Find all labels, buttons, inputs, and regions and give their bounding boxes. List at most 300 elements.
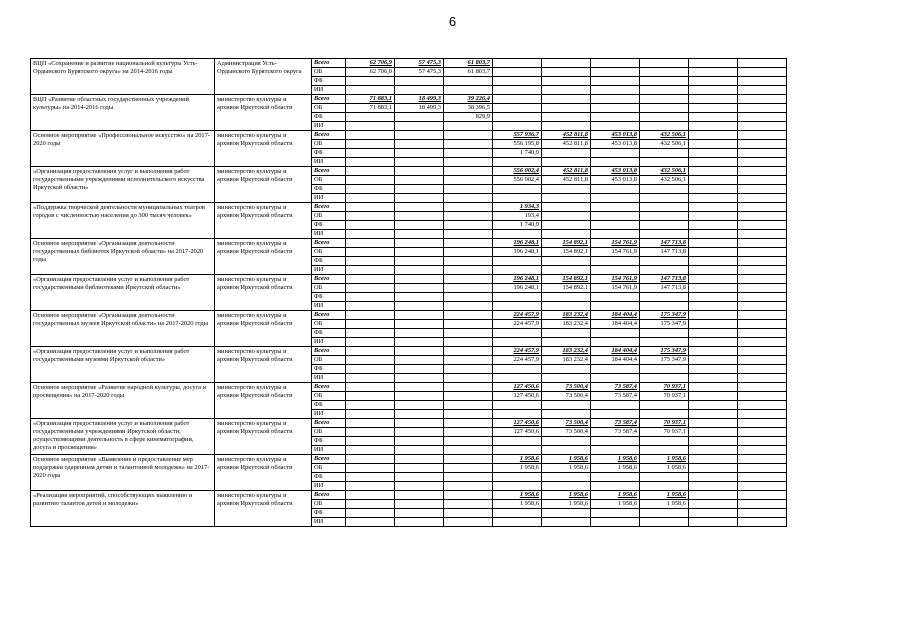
amount-cell bbox=[493, 410, 542, 419]
amount-cell bbox=[493, 95, 542, 104]
amount-cell bbox=[591, 518, 640, 527]
program-name-cell: Основное мероприятие «Развитие народной культуры, досуга и просвещения» на 2017-2020 годы bbox=[31, 383, 215, 419]
funding-source-cell: Всего bbox=[312, 239, 346, 248]
amount-cell: 71 883,1 bbox=[346, 104, 395, 113]
amount-cell bbox=[542, 293, 591, 302]
amount-cell bbox=[738, 239, 787, 248]
amount-cell bbox=[346, 401, 395, 410]
amount-cell bbox=[395, 86, 444, 95]
amount-cell bbox=[493, 293, 542, 302]
amount-cell: 73 500,4 bbox=[542, 383, 591, 392]
amount-cell: 73 587,4 bbox=[591, 392, 640, 401]
funding-source-cell: ИИ bbox=[312, 518, 346, 527]
funding-source-cell: ОБ bbox=[312, 464, 346, 473]
amount-cell bbox=[493, 77, 542, 86]
amount-cell: 1 958,6 bbox=[640, 455, 689, 464]
amount-cell bbox=[738, 221, 787, 230]
amount-cell bbox=[591, 113, 640, 122]
amount-cell bbox=[738, 509, 787, 518]
amount-cell bbox=[444, 311, 493, 320]
amount-cell bbox=[542, 95, 591, 104]
amount-cell bbox=[738, 329, 787, 338]
funding-source-cell: Всего bbox=[312, 455, 346, 464]
amount-cell: 38 396,5 bbox=[444, 104, 493, 113]
program-name-cell: «Организация предоставления услуг и выполнения работ государственными учреждениями Иркутской области, осуществляющими деятельность в сфере кинематографии, досуга и просвещения» bbox=[31, 419, 215, 455]
amount-cell bbox=[395, 500, 444, 509]
amount-cell bbox=[689, 230, 738, 239]
amount-cell bbox=[542, 158, 591, 167]
amount-cell bbox=[738, 455, 787, 464]
amount-cell bbox=[346, 482, 395, 491]
amount-cell bbox=[689, 212, 738, 221]
amount-cell bbox=[542, 473, 591, 482]
amount-cell: 1 958,6 bbox=[591, 455, 640, 464]
funding-source-cell: ОБ bbox=[312, 248, 346, 257]
amount-cell bbox=[689, 167, 738, 176]
executor-cell: министерство культуры и архивов Иркутской области bbox=[215, 383, 312, 419]
funding-source-cell: ОБ bbox=[312, 68, 346, 77]
amount-cell bbox=[689, 338, 738, 347]
amount-cell: 154 761,9 bbox=[591, 275, 640, 284]
amount-cell bbox=[444, 401, 493, 410]
amount-cell bbox=[591, 203, 640, 212]
amount-cell bbox=[493, 365, 542, 374]
amount-cell bbox=[591, 68, 640, 77]
program-name-cell: Основное мероприятие «Выявление и предоставление мер поддержки одаренным детям и талантливой молодежи» на 2017-2020 годы bbox=[31, 455, 215, 491]
amount-cell bbox=[542, 113, 591, 122]
funding-source-cell: ФБ bbox=[312, 473, 346, 482]
executor-cell: министерство культуры и архивов Иркутской области bbox=[215, 167, 312, 203]
amount-cell bbox=[640, 338, 689, 347]
amount-cell bbox=[395, 239, 444, 248]
amount-cell bbox=[738, 437, 787, 446]
amount-cell: 224 457,9 bbox=[493, 320, 542, 329]
amount-cell bbox=[591, 95, 640, 104]
table-row bbox=[31, 275, 787, 284]
amount-cell bbox=[395, 293, 444, 302]
table-row bbox=[31, 383, 787, 392]
amount-cell bbox=[542, 149, 591, 158]
program-name-cell: «Поддержка творческой деятельности муниципальных театров городов с численностью населения до 300 тысяч человек» bbox=[31, 203, 215, 239]
amount-cell bbox=[640, 509, 689, 518]
amount-cell bbox=[738, 149, 787, 158]
amount-cell bbox=[493, 482, 542, 491]
amount-cell bbox=[591, 473, 640, 482]
amount-cell: 154 892,1 bbox=[542, 248, 591, 257]
amount-cell bbox=[346, 383, 395, 392]
executor-cell: министерство культуры и архивов Иркутской области bbox=[215, 419, 312, 455]
amount-cell bbox=[395, 302, 444, 311]
amount-cell bbox=[738, 248, 787, 257]
amount-cell bbox=[346, 302, 395, 311]
executor-cell: министерство культуры и архивов Иркутской области bbox=[215, 347, 312, 383]
amount-cell bbox=[395, 203, 444, 212]
amount-cell bbox=[346, 203, 395, 212]
amount-cell: 39 226,4 bbox=[444, 95, 493, 104]
amount-cell: 71 883,1 bbox=[346, 95, 395, 104]
funding-source-cell: ФБ bbox=[312, 437, 346, 446]
amount-cell bbox=[444, 410, 493, 419]
funding-source-cell: ОБ bbox=[312, 356, 346, 365]
amount-cell bbox=[591, 185, 640, 194]
amount-cell: 175 347,9 bbox=[640, 320, 689, 329]
amount-cell bbox=[542, 338, 591, 347]
amount-cell bbox=[738, 86, 787, 95]
amount-cell bbox=[689, 356, 738, 365]
amount-cell bbox=[493, 437, 542, 446]
amount-cell bbox=[444, 257, 493, 266]
amount-cell bbox=[346, 194, 395, 203]
funding-source-cell: ИИ bbox=[312, 410, 346, 419]
funding-source-cell: Всего bbox=[312, 131, 346, 140]
amount-cell bbox=[395, 176, 444, 185]
amount-cell: 1 958,6 bbox=[493, 491, 542, 500]
amount-cell bbox=[542, 212, 591, 221]
program-name-cell: «Организация предоставления услуг и выполнения работ государственными библиотеками Иркутской области» bbox=[31, 275, 215, 311]
amount-cell bbox=[395, 428, 444, 437]
amount-cell: 557 936,7 bbox=[493, 131, 542, 140]
amount-cell bbox=[591, 59, 640, 68]
amount-cell bbox=[542, 482, 591, 491]
amount-cell bbox=[444, 347, 493, 356]
funding-source-cell: ФБ bbox=[312, 329, 346, 338]
amount-cell bbox=[738, 383, 787, 392]
amount-cell bbox=[444, 194, 493, 203]
amount-cell bbox=[738, 320, 787, 329]
amount-cell bbox=[591, 410, 640, 419]
amount-cell bbox=[640, 221, 689, 230]
amount-cell bbox=[444, 464, 493, 473]
table-row bbox=[31, 491, 787, 500]
amount-cell bbox=[395, 149, 444, 158]
amount-cell bbox=[738, 446, 787, 455]
amount-cell bbox=[493, 185, 542, 194]
amount-cell bbox=[395, 464, 444, 473]
amount-cell bbox=[346, 86, 395, 95]
amount-cell bbox=[346, 437, 395, 446]
funding-source-cell: Всего bbox=[312, 167, 346, 176]
amount-cell bbox=[346, 212, 395, 221]
amount-cell: 1 958,6 bbox=[542, 491, 591, 500]
amount-cell: 61 803,7 bbox=[444, 68, 493, 77]
amount-cell bbox=[640, 329, 689, 338]
funding-source-cell: ФБ bbox=[312, 221, 346, 230]
amount-cell bbox=[689, 329, 738, 338]
amount-cell bbox=[493, 122, 542, 131]
amount-cell bbox=[493, 374, 542, 383]
amount-cell bbox=[346, 518, 395, 527]
amount-cell bbox=[640, 122, 689, 131]
amount-cell bbox=[738, 428, 787, 437]
amount-cell bbox=[689, 95, 738, 104]
program-name-cell: «Организация предоставления услуг и выполнения работ государственными музеями Иркутской области» bbox=[31, 347, 215, 383]
amount-cell bbox=[591, 509, 640, 518]
amount-cell bbox=[640, 293, 689, 302]
amount-cell bbox=[346, 293, 395, 302]
amount-cell: 127 450,6 bbox=[493, 428, 542, 437]
amount-cell bbox=[493, 473, 542, 482]
amount-cell: 70 937,1 bbox=[640, 383, 689, 392]
amount-cell: 70 937,1 bbox=[640, 392, 689, 401]
funding-source-cell: Всего bbox=[312, 347, 346, 356]
executor-cell: министерство культуры и архивов Иркутской области bbox=[215, 203, 312, 239]
amount-cell bbox=[346, 410, 395, 419]
funding-source-cell: ИИ bbox=[312, 446, 346, 455]
funding-source-cell: ОБ bbox=[312, 428, 346, 437]
amount-cell bbox=[738, 500, 787, 509]
amount-cell bbox=[689, 482, 738, 491]
amount-cell bbox=[689, 392, 738, 401]
amount-cell: 432 506,1 bbox=[640, 176, 689, 185]
amount-cell bbox=[738, 374, 787, 383]
amount-cell bbox=[640, 437, 689, 446]
amount-cell: 452 811,8 bbox=[542, 167, 591, 176]
funding-source-cell: ОБ bbox=[312, 392, 346, 401]
program-name-cell: Основное мероприятие «Организация деятельности государственных музеев Иркутской области» на 2017-2020 годы bbox=[31, 311, 215, 347]
program-name-cell: Основное мероприятие «Организация деятельности государственных библиотек Иркутской области» на 2017-2020 годы bbox=[31, 239, 215, 275]
funding-source-cell: Всего bbox=[312, 59, 346, 68]
amount-cell: 70 937,1 bbox=[640, 428, 689, 437]
amount-cell bbox=[689, 140, 738, 149]
amount-cell bbox=[689, 203, 738, 212]
amount-cell bbox=[542, 329, 591, 338]
funding-source-cell: Всего bbox=[312, 491, 346, 500]
amount-cell bbox=[591, 437, 640, 446]
amount-cell bbox=[738, 104, 787, 113]
amount-cell bbox=[738, 122, 787, 131]
amount-cell bbox=[591, 158, 640, 167]
amount-cell: 224 457,9 bbox=[493, 311, 542, 320]
amount-cell bbox=[444, 455, 493, 464]
amount-cell bbox=[444, 203, 493, 212]
amount-cell bbox=[689, 320, 738, 329]
amount-cell bbox=[542, 257, 591, 266]
funding-source-cell: ФБ bbox=[312, 113, 346, 122]
amount-cell bbox=[689, 248, 738, 257]
amount-cell bbox=[395, 509, 444, 518]
amount-cell bbox=[640, 95, 689, 104]
amount-cell: 154 761,9 bbox=[591, 284, 640, 293]
amount-cell bbox=[395, 392, 444, 401]
amount-cell bbox=[395, 230, 444, 239]
amount-cell: 18 499,3 bbox=[395, 95, 444, 104]
amount-cell bbox=[689, 365, 738, 374]
amount-cell bbox=[493, 86, 542, 95]
amount-cell: 1 958,6 bbox=[493, 464, 542, 473]
amount-cell: 1 958,6 bbox=[640, 491, 689, 500]
amount-cell bbox=[640, 149, 689, 158]
amount-cell bbox=[346, 275, 395, 284]
amount-cell bbox=[444, 491, 493, 500]
amount-cell bbox=[395, 221, 444, 230]
amount-cell bbox=[689, 518, 738, 527]
amount-cell bbox=[689, 68, 738, 77]
funding-source-cell: ИИ bbox=[312, 482, 346, 491]
funding-source-cell: ОБ bbox=[312, 104, 346, 113]
amount-cell bbox=[542, 194, 591, 203]
amount-cell bbox=[395, 122, 444, 131]
amount-cell bbox=[738, 257, 787, 266]
amount-cell bbox=[444, 374, 493, 383]
amount-cell bbox=[689, 257, 738, 266]
amount-cell bbox=[591, 374, 640, 383]
amount-cell bbox=[738, 518, 787, 527]
amount-cell bbox=[444, 158, 493, 167]
amount-cell: 147 713,8 bbox=[640, 239, 689, 248]
amount-cell bbox=[493, 518, 542, 527]
amount-cell bbox=[542, 437, 591, 446]
table-row bbox=[31, 167, 787, 176]
funding-source-cell: ОБ bbox=[312, 284, 346, 293]
amount-cell bbox=[689, 428, 738, 437]
amount-cell bbox=[689, 284, 738, 293]
executor-cell: министерство культуры и архивов Иркутской области bbox=[215, 455, 312, 491]
amount-cell bbox=[395, 518, 444, 527]
amount-cell: 127 450,6 bbox=[493, 419, 542, 428]
amount-cell bbox=[591, 104, 640, 113]
amount-cell bbox=[542, 410, 591, 419]
amount-cell bbox=[591, 86, 640, 95]
amount-cell bbox=[689, 473, 738, 482]
amount-cell bbox=[640, 113, 689, 122]
amount-cell bbox=[738, 230, 787, 239]
amount-cell bbox=[395, 167, 444, 176]
amount-cell bbox=[738, 347, 787, 356]
program-name-cell: Основное мероприятие «Профессиональное искусство» на 2017-2020 годы bbox=[31, 131, 215, 167]
funding-source-cell: ИИ bbox=[312, 86, 346, 95]
amount-cell bbox=[346, 176, 395, 185]
amount-cell bbox=[444, 221, 493, 230]
table-row bbox=[31, 131, 787, 140]
amount-cell bbox=[346, 329, 395, 338]
amount-cell bbox=[444, 338, 493, 347]
table-row bbox=[31, 239, 787, 248]
amount-cell bbox=[591, 365, 640, 374]
amount-cell bbox=[346, 113, 395, 122]
amount-cell bbox=[395, 437, 444, 446]
amount-cell: 184 404,4 bbox=[591, 347, 640, 356]
table-row bbox=[31, 95, 787, 104]
amount-cell bbox=[346, 419, 395, 428]
amount-cell bbox=[689, 302, 738, 311]
table-row bbox=[31, 455, 787, 464]
amount-cell bbox=[738, 95, 787, 104]
amount-cell bbox=[346, 284, 395, 293]
amount-cell: 73 500,4 bbox=[542, 392, 591, 401]
amount-cell bbox=[346, 455, 395, 464]
amount-cell bbox=[738, 212, 787, 221]
amount-cell bbox=[444, 167, 493, 176]
program-name-cell: ВЦП «Сохранение и развитие национальной культуры Усть-Ордынского Бурятского округа» на 2014-2016 годы bbox=[31, 59, 215, 95]
amount-cell bbox=[346, 230, 395, 239]
funding-source-cell: ИИ bbox=[312, 266, 346, 275]
amount-cell bbox=[395, 347, 444, 356]
amount-cell: 556 002,4 bbox=[493, 176, 542, 185]
amount-cell bbox=[640, 158, 689, 167]
amount-cell bbox=[689, 59, 738, 68]
amount-cell bbox=[444, 356, 493, 365]
amount-cell bbox=[493, 509, 542, 518]
amount-cell: 453 013,8 bbox=[591, 167, 640, 176]
amount-cell: 154 892,1 bbox=[542, 275, 591, 284]
executor-cell: министерство культуры и архивов Иркутской области bbox=[215, 491, 312, 527]
amount-cell: 432 506,1 bbox=[640, 167, 689, 176]
amount-cell bbox=[689, 86, 738, 95]
amount-cell bbox=[444, 122, 493, 131]
amount-cell bbox=[346, 149, 395, 158]
amount-cell bbox=[689, 221, 738, 230]
funding-source-cell: ОБ bbox=[312, 320, 346, 329]
amount-cell bbox=[395, 491, 444, 500]
amount-cell bbox=[689, 158, 738, 167]
amount-cell bbox=[738, 176, 787, 185]
funding-source-cell: Всего bbox=[312, 203, 346, 212]
amount-cell: 147 713,8 bbox=[640, 275, 689, 284]
amount-cell bbox=[738, 275, 787, 284]
amount-cell bbox=[689, 446, 738, 455]
amount-cell bbox=[689, 509, 738, 518]
amount-cell: 73 587,4 bbox=[591, 383, 640, 392]
amount-cell bbox=[640, 374, 689, 383]
amount-cell bbox=[640, 266, 689, 275]
amount-cell bbox=[640, 446, 689, 455]
program-name-cell: «Реализация мероприятий, способствующих выявлению и развитию талантов детей и молодежи» bbox=[31, 491, 215, 527]
amount-cell: 154 892,1 bbox=[542, 284, 591, 293]
amount-cell bbox=[395, 266, 444, 275]
amount-cell bbox=[346, 257, 395, 266]
amount-cell bbox=[493, 401, 542, 410]
amount-cell bbox=[444, 500, 493, 509]
funding-source-cell: ФБ bbox=[312, 77, 346, 86]
amount-cell bbox=[444, 392, 493, 401]
amount-cell bbox=[738, 194, 787, 203]
amount-cell bbox=[493, 266, 542, 275]
budget-table bbox=[30, 58, 787, 527]
amount-cell bbox=[395, 275, 444, 284]
funding-source-cell: ОБ bbox=[312, 500, 346, 509]
amount-cell bbox=[346, 140, 395, 149]
amount-cell bbox=[395, 374, 444, 383]
amount-cell bbox=[444, 302, 493, 311]
amount-cell bbox=[395, 455, 444, 464]
amount-cell: 184 404,4 bbox=[591, 320, 640, 329]
amount-cell bbox=[346, 491, 395, 500]
amount-cell: 196 248,1 bbox=[493, 248, 542, 257]
funding-source-cell: ИИ bbox=[312, 158, 346, 167]
amount-cell bbox=[346, 509, 395, 518]
amount-cell bbox=[542, 203, 591, 212]
amount-cell bbox=[542, 230, 591, 239]
amount-cell: 183 232,4 bbox=[542, 320, 591, 329]
amount-cell bbox=[689, 275, 738, 284]
funding-source-cell: ИИ bbox=[312, 122, 346, 131]
amount-cell bbox=[689, 491, 738, 500]
amount-cell: 127 450,6 bbox=[493, 392, 542, 401]
amount-cell bbox=[346, 338, 395, 347]
amount-cell bbox=[346, 473, 395, 482]
amount-cell bbox=[640, 59, 689, 68]
amount-cell: 452 811,8 bbox=[542, 131, 591, 140]
amount-cell bbox=[738, 401, 787, 410]
amount-cell bbox=[346, 248, 395, 257]
amount-cell: 1 958,6 bbox=[542, 500, 591, 509]
amount-cell: 1 740,9 bbox=[493, 149, 542, 158]
amount-cell: 196 248,1 bbox=[493, 284, 542, 293]
amount-cell bbox=[640, 203, 689, 212]
amount-cell bbox=[444, 239, 493, 248]
funding-source-cell: Всего bbox=[312, 95, 346, 104]
amount-cell bbox=[738, 311, 787, 320]
